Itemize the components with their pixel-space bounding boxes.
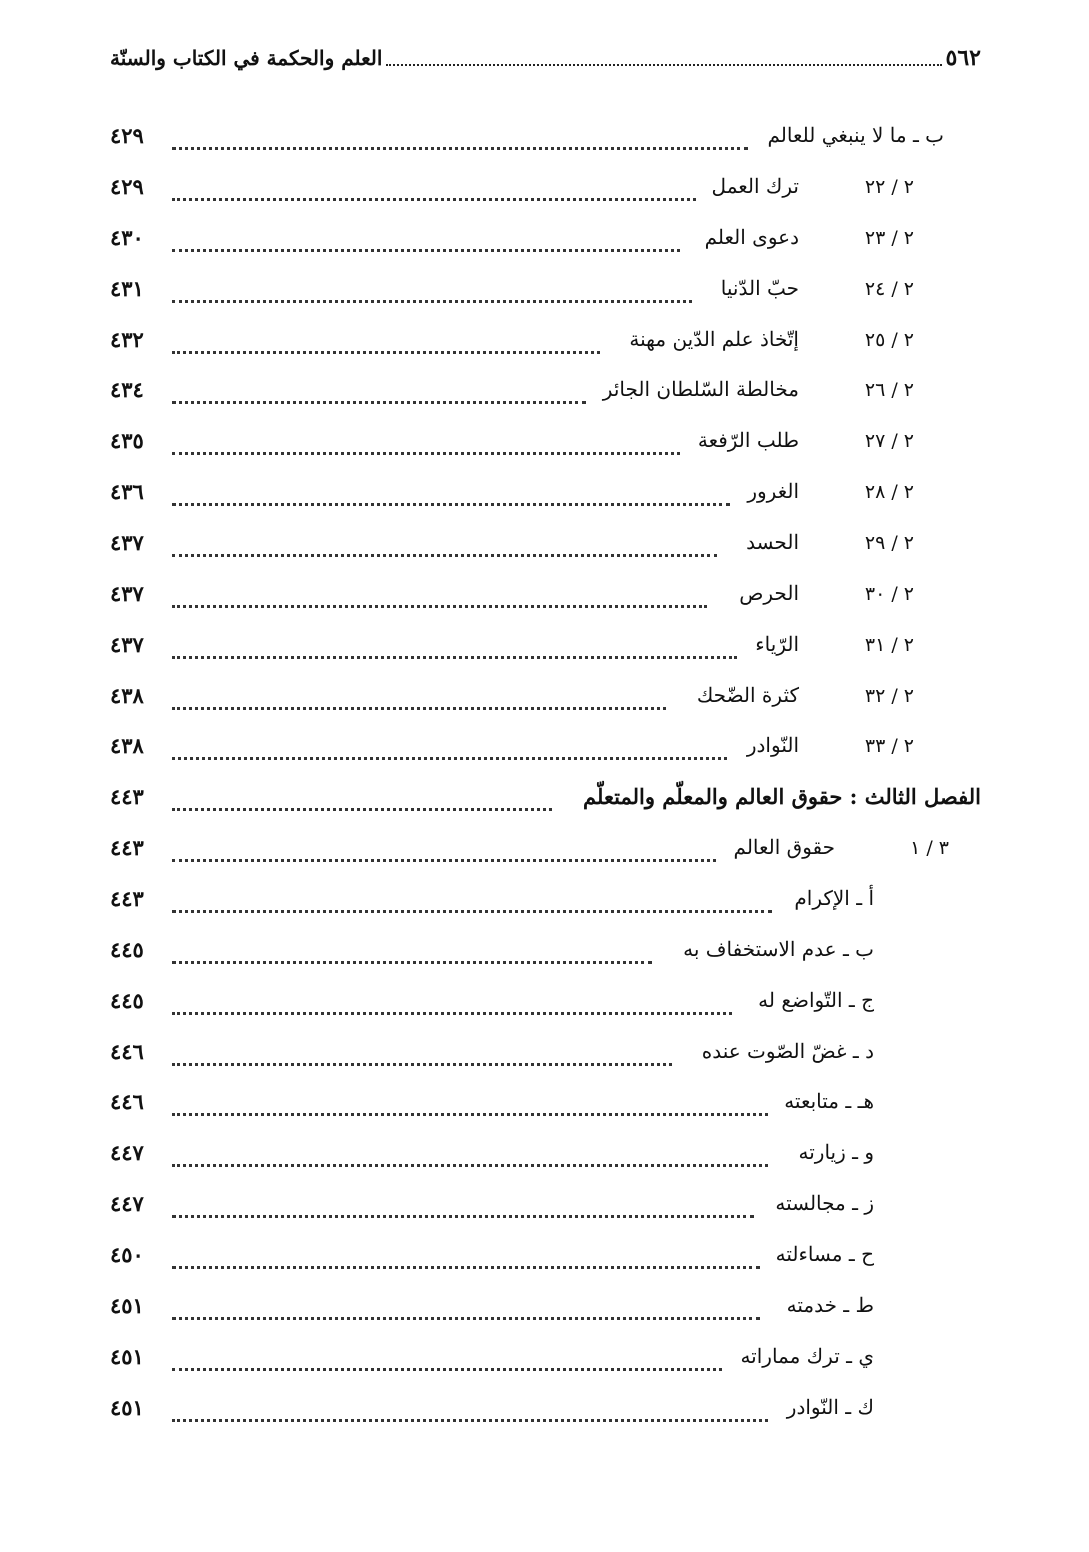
toc-page: ٤٤٣ <box>110 835 144 860</box>
toc-page: ٤٤٦ <box>110 1089 144 1114</box>
dotted-leader <box>172 1113 768 1116</box>
dotted-leader <box>172 351 600 354</box>
toc-number: ٢ / ٢٥ <box>864 329 914 351</box>
page-header <box>110 40 981 76</box>
toc-page: ٤٤٧ <box>110 1191 144 1216</box>
toc-page: ٤٣١ <box>110 276 144 301</box>
toc-row[interactable] <box>110 1287 1089 1333</box>
dotted-leader <box>172 605 707 608</box>
toc-title: النّوادر <box>746 733 799 757</box>
toc-title: ك ـ النّوادر <box>786 1395 874 1419</box>
toc-row[interactable] <box>110 270 1089 316</box>
toc-page: ٤٢٩ <box>110 174 144 199</box>
dotted-leader <box>172 249 680 252</box>
dotted-leader <box>172 503 730 506</box>
toc-title: ز ـ مجالسته <box>775 1191 874 1215</box>
toc-number: ٢ / ٢٧ <box>864 430 914 452</box>
toc-title: ط ـ خدمته <box>786 1293 874 1317</box>
toc-title: إتّخاذ علم الدّين مهنة <box>629 327 799 351</box>
dotted-leader <box>172 554 717 557</box>
dotted-leader <box>172 656 737 659</box>
toc-title: و ـ زيارته <box>798 1140 874 1164</box>
dotted-leader <box>172 401 586 404</box>
toc-title: كثرة الضّحك <box>696 683 799 707</box>
toc-title: ج ـ التّواضع له <box>758 988 874 1012</box>
toc-page: ٤٢٩ <box>110 123 144 148</box>
toc-row[interactable] <box>110 1033 1089 1079</box>
toc-title: هـ ـ متابعته <box>784 1089 874 1113</box>
toc-row[interactable] <box>110 1083 1089 1129</box>
toc-row[interactable] <box>110 1338 1089 1384</box>
toc-page: ٤٥١ <box>110 1344 144 1369</box>
dotted-leader <box>172 1215 754 1218</box>
toc-page: ٤٤٧ <box>110 1140 144 1165</box>
toc-title: حبّ الدّنيا <box>720 276 799 300</box>
dotted-leader <box>172 1063 672 1066</box>
toc-title: مخالطة السّلطان الجائر <box>602 377 799 401</box>
toc-row[interactable] <box>110 1185 1089 1231</box>
dotted-leader <box>172 300 692 303</box>
toc-row[interactable] <box>110 1134 1089 1180</box>
page-number: ٥٦٢ <box>945 45 981 71</box>
toc-title: الحرص <box>739 581 799 605</box>
dotted-leader <box>172 910 772 913</box>
toc-row[interactable] <box>110 931 1089 977</box>
toc-title: أ ـ الإكرام <box>794 886 874 910</box>
header-dotted-leader <box>386 64 941 66</box>
toc-title: حقوق العالم <box>733 835 835 859</box>
toc-number: ٢ / ٣٠ <box>864 583 914 605</box>
toc-number: ٢ / ٢٩ <box>864 532 914 554</box>
dotted-leader <box>172 757 727 760</box>
toc-page: ٤٥١ <box>110 1395 144 1420</box>
dotted-leader <box>172 961 652 964</box>
toc-page: ٤٤٦ <box>110 1039 144 1064</box>
toc-title: ب ـ ما لا ينبغي للعالم <box>767 123 944 147</box>
toc-row[interactable] <box>110 168 1089 214</box>
dotted-leader <box>172 452 680 455</box>
toc-title: ي ـ ترك مماراته <box>740 1344 874 1368</box>
dotted-leader <box>172 1317 760 1320</box>
toc-row[interactable] <box>110 626 1089 672</box>
dotted-leader <box>172 808 552 811</box>
toc-title: د ـ غضّ الصّوت عنده <box>701 1039 874 1063</box>
toc-title: دعوى العلم <box>704 225 799 249</box>
toc-number: ٢ / ٢٣ <box>864 227 914 249</box>
toc-row[interactable] <box>110 524 1089 570</box>
toc-page: ٤٤٣ <box>110 886 144 911</box>
toc-page: ٤٣٧ <box>110 632 144 657</box>
chapter-title: الفصل الثالث : حقوق العالم والمعلّم والمتعلّم <box>583 784 981 809</box>
dotted-leader <box>172 1164 768 1167</box>
toc-number: ٣ / ١ <box>910 837 949 859</box>
dotted-leader <box>172 1012 732 1015</box>
toc-row[interactable] <box>110 117 1089 163</box>
toc-row[interactable] <box>110 727 1089 773</box>
toc-row[interactable] <box>110 371 1089 417</box>
toc-row[interactable] <box>110 473 1089 519</box>
toc-number: ٢ / ٢٤ <box>864 278 914 300</box>
dotted-leader <box>172 147 748 150</box>
dotted-leader <box>172 707 666 710</box>
toc-page: ٤٣٨ <box>110 683 144 708</box>
toc-title: الحسد <box>746 530 799 554</box>
toc-row[interactable] <box>110 1236 1089 1282</box>
toc-row[interactable] <box>110 1389 1089 1435</box>
toc-page: ٤٤٣ <box>110 784 144 809</box>
toc-page: ٤٣٧ <box>110 581 144 606</box>
toc-page: ٤٣٥ <box>110 428 144 453</box>
toc-row[interactable] <box>110 422 1089 468</box>
toc-number: ٢ / ٣١ <box>864 634 914 656</box>
book-title: العلم والحكمة في الكتاب والسنّة <box>110 46 383 70</box>
toc-row[interactable] <box>110 321 1089 367</box>
toc-number: ٢ / ٣٣ <box>864 735 914 757</box>
toc-title: ب ـ عدم الاستخفاف به <box>683 937 874 961</box>
toc-title: ح ـ مساءلته <box>775 1242 874 1266</box>
toc-row[interactable] <box>110 677 1089 723</box>
dotted-leader <box>172 859 716 862</box>
toc-page: ٤٣٤ <box>110 377 144 402</box>
toc-row[interactable] <box>110 880 1089 926</box>
dotted-leader <box>172 198 696 201</box>
toc-title: الرّياء <box>755 632 799 656</box>
toc-page: ٤٥٠ <box>110 1242 144 1267</box>
toc-page: ٤٤٥ <box>110 937 144 962</box>
toc-page: ٤٤٥ <box>110 988 144 1013</box>
toc-page: ٤٥١ <box>110 1293 144 1318</box>
toc-number: ٢ / ٢٨ <box>864 481 914 503</box>
toc-row[interactable] <box>110 829 1089 875</box>
toc-page: ٤٣٨ <box>110 733 144 758</box>
toc-number: ٢ / ٢٦ <box>864 379 914 401</box>
toc-row[interactable] <box>110 219 1089 265</box>
toc-chapter-row[interactable] <box>110 778 1089 824</box>
toc-row[interactable] <box>110 982 1089 1028</box>
dotted-leader <box>172 1419 768 1422</box>
toc-number: ٢ / ٣٢ <box>864 685 914 707</box>
dotted-leader <box>172 1368 722 1371</box>
toc-title: ترك العمل <box>711 174 799 198</box>
toc-page: ٤٣٠ <box>110 225 144 250</box>
toc-title: طلب الرّفعة <box>697 428 799 452</box>
toc-number: ٢ / ٢٢ <box>864 176 914 198</box>
toc-page: ٤٣٧ <box>110 530 144 555</box>
toc-row[interactable] <box>110 575 1089 621</box>
toc-page: ٤٣٦ <box>110 479 144 504</box>
dotted-leader <box>172 1266 760 1269</box>
toc-title: الغرور <box>747 479 799 503</box>
toc-page: ٤٣٢ <box>110 327 144 352</box>
